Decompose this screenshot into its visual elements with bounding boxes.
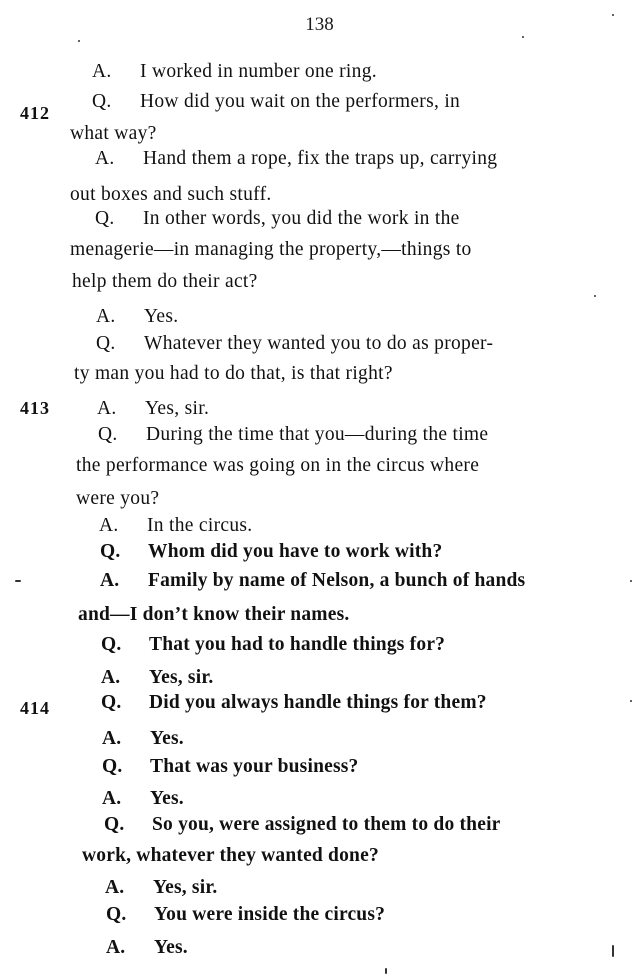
question-line [106,903,385,927]
line-text: I worked in number one ring. [140,61,377,82]
answer-line [106,936,188,960]
speaker-label: A. [102,788,122,809]
speaker-label: A. [99,515,119,536]
continuation-line [74,362,393,386]
speaker-label: Q. [96,333,116,354]
question-line [96,332,493,356]
continuation-line [70,122,157,146]
speaker-label: Q. [92,91,112,112]
line-text: So you, were assigned to them to do their [152,814,501,835]
line-text: ty man you had to do that, is that right? [74,363,393,384]
scan-speck [594,295,596,297]
line-text: Yes, sir. [153,877,218,898]
line-text: Yes. [154,937,188,958]
question-line [92,90,460,114]
answer-line [100,569,525,593]
question-line [102,755,359,779]
line-text: In other words, you did the work in the [143,208,460,229]
speaker-label: A. [92,61,112,82]
line-text: were you? [76,488,160,509]
speaker-label: Q. [101,692,122,713]
speaker-label: A. [105,877,125,898]
answer-line [92,60,377,84]
line-text: Yes. [150,788,184,809]
continuation-line [72,270,258,294]
line-text: That was your business? [150,756,359,777]
scan-speck [15,580,21,582]
answer-line [99,514,252,538]
answer-line [105,876,217,900]
line-text: and—I don’t know their names. [78,604,350,625]
line-text: Family by name of Nelson, a bunch of hands [148,570,526,591]
answer-line [97,397,209,421]
line-text: menagerie—in managing the property,—things to [70,239,472,260]
question-line [95,207,460,231]
speaker-label: A. [102,728,122,749]
line-text: the performance was going on in the circus where [76,455,480,476]
question-line [98,423,488,447]
continuation-line [82,844,379,868]
continuation-line [70,238,472,262]
answer-line [95,147,497,171]
scan-speck [612,945,614,957]
page-number: 138 [305,14,334,35]
question-line [101,691,487,715]
scan-speck [612,14,614,16]
answer-line [96,305,178,329]
continuation-line [76,487,159,511]
line-text: Yes. [144,306,179,327]
line-text: You were inside the circus? [154,904,386,925]
scan-speck [78,40,80,42]
line-text: That you had to handle things for? [149,634,446,655]
line-text: help them do their act? [72,271,258,292]
scan-speck [522,36,524,38]
scan-speck [630,700,632,702]
question-line [101,633,445,657]
line-text: How did you wait on the performers, in [140,91,461,112]
line-text: work, whatever they wanted done? [82,845,379,866]
speaker-label: Q. [106,904,127,925]
speaker-label: Q. [100,541,121,562]
speaker-label: Q. [95,208,115,229]
line-text: Whom did you have to work with? [148,541,443,562]
line-text: what way? [70,123,157,144]
speaker-label: A. [101,667,121,688]
speaker-label: A. [96,306,116,327]
margin-line-number: 414 [20,698,50,718]
line-text: Did you always handle things for them? [149,692,487,713]
line-text: Hand them a rope, fix the traps up, carrying [143,148,498,169]
speaker-label: Q. [98,424,118,445]
continuation-line [76,454,479,478]
margin-line-number: 413 [20,398,50,418]
speaker-label: Q. [104,814,125,835]
line-text: Yes, sir. [149,667,214,688]
answer-line [101,666,213,690]
speaker-label: A. [106,937,126,958]
line-text: Yes, sir. [145,398,210,419]
question-line [100,540,442,564]
margin-line-number: 412 [20,103,50,123]
answer-line [102,727,184,751]
question-line [104,813,501,837]
scan-speck [385,968,387,974]
speaker-label: Q. [102,756,123,777]
line-text: In the circus. [147,515,253,536]
answer-line [102,787,184,811]
speaker-label: A. [95,148,115,169]
speaker-label: A. [97,398,117,419]
continuation-line [70,183,272,207]
scan-speck [630,580,632,582]
line-text: Yes. [150,728,184,749]
speaker-label: Q. [101,634,122,655]
line-text: Whatever they wanted you to do as proper- [144,333,494,354]
speaker-label: A. [100,570,120,591]
line-text: out boxes and such stuff. [70,184,272,205]
continuation-line [78,603,349,627]
line-text: During the time that you—during the time [146,424,489,445]
